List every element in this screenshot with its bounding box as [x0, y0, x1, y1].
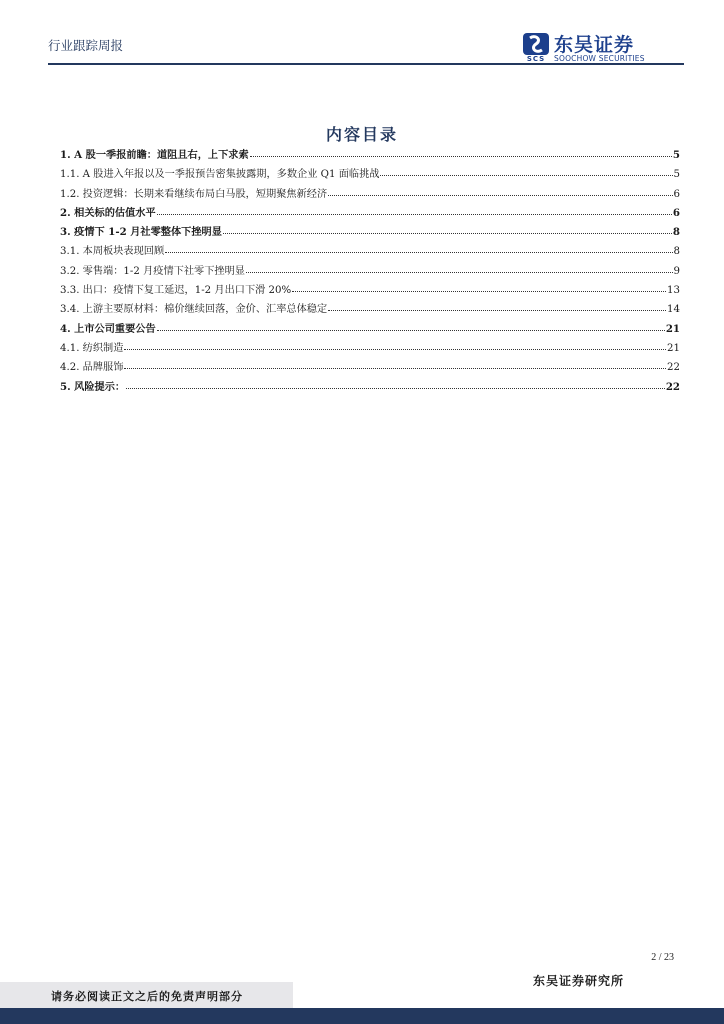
toc-entry-page: 21 — [667, 342, 680, 354]
toc-entry-label: 2. 相关标的估值水平 — [60, 206, 156, 219]
header-divider-mark — [668, 63, 674, 64]
header-divider — [48, 63, 684, 65]
toc-entry-label: 5. 风险提示： — [60, 380, 126, 393]
toc-entry[interactable] — [60, 300, 680, 319]
logo-chinese-name: 东吴证券 — [554, 34, 635, 56]
toc-title: 内容目录 — [325, 125, 398, 144]
toc-entry-page: 8 — [673, 246, 680, 258]
toc-entry[interactable] — [60, 378, 680, 397]
toc-leader-dots — [292, 283, 666, 292]
toc-entry-label: 1.1. A 股进入年报以及一季报预告密集披露期，多数企业 Q1 面临挑战 — [60, 169, 380, 181]
toc-entry[interactable] — [60, 339, 680, 358]
company-logo — [522, 30, 672, 64]
toc-entry-label: 3.4. 上游主要原材料：棉价继续回落，金价、汇率总体稳定 — [60, 304, 328, 316]
toc-entry-label: 3.1. 本周板块表现回顾 — [60, 246, 165, 258]
toc-leader-dots — [124, 360, 666, 369]
toc-entry-page: 13 — [667, 285, 680, 297]
research-institute-name: 东吴证券研究所 — [532, 974, 624, 988]
toc-entry[interactable] — [60, 262, 680, 281]
toc-leader-dots — [157, 206, 672, 215]
page-number: 2 / 23 — [651, 952, 674, 963]
toc-leader-dots — [250, 148, 672, 157]
toc-entry-label: 3. 疫情下 1-2 月社零整体下挫明显 — [60, 226, 222, 239]
toc-entry-page: 5 — [672, 149, 680, 161]
toc-entry-page: 22 — [665, 380, 680, 393]
toc-entry[interactable] — [60, 223, 680, 242]
toc-entry[interactable] — [60, 358, 680, 377]
disclaimer-note: 请务必阅读正文之后的免责声明部分 — [51, 990, 243, 1003]
table-of-contents — [60, 146, 680, 397]
toc-entry-label: 4. 上市公司重要公告 — [60, 322, 156, 335]
logo-english-name: SOOCHOW SECURITIES — [554, 54, 645, 63]
toc-entry-label: 4.1. 纺织制造 — [60, 342, 124, 354]
toc-leader-dots — [246, 264, 673, 273]
toc-leader-dots — [124, 341, 666, 350]
toc-entry[interactable] — [60, 320, 680, 339]
toc-entry-page: 14 — [667, 304, 680, 316]
toc-leader-dots — [223, 225, 672, 234]
toc-entry[interactable] — [60, 185, 680, 204]
toc-entry-label: 3.3. 出口：疫情下复工延迟，1-2 月出口下滑 20% — [60, 285, 292, 297]
toc-entry-page: 5 — [673, 169, 680, 181]
toc-entry[interactable] — [60, 204, 680, 223]
toc-entry[interactable] — [60, 146, 680, 165]
toc-entry[interactable] — [60, 242, 680, 261]
footer-bar — [0, 1008, 724, 1024]
logo-abbreviation: SCS — [526, 55, 546, 63]
toc-entry-page: 9 — [673, 265, 680, 277]
toc-entry-label: 4.2. 品牌服饰 — [60, 362, 124, 374]
toc-leader-dots — [380, 167, 672, 176]
toc-entry-page: 6 — [673, 188, 680, 200]
toc-leader-dots — [165, 244, 672, 253]
toc-entry-label: 1.2. 投资逻辑：长期来看继续布局白马股，短期聚焦新经济 — [60, 188, 328, 200]
toc-entry-page: 6 — [672, 206, 680, 219]
toc-leader-dots — [328, 302, 666, 311]
toc-leader-dots — [157, 322, 665, 331]
toc-entry[interactable] — [60, 281, 680, 300]
toc-entry-label: 1. A 股一季报前瞻：道阻且右，上下求索 — [60, 149, 249, 161]
toc-entry-page: 22 — [667, 362, 680, 374]
report-category: 行业跟踪周报 — [48, 38, 124, 53]
toc-entry-label: 3.2. 零售端：1-2 月疫情下社零下挫明显 — [60, 265, 245, 277]
toc-leader-dots — [328, 187, 672, 196]
toc-entry[interactable] — [60, 165, 680, 184]
toc-entry-page: 21 — [665, 322, 680, 335]
toc-leader-dots — [126, 380, 665, 389]
toc-entry-page: 8 — [672, 226, 680, 239]
